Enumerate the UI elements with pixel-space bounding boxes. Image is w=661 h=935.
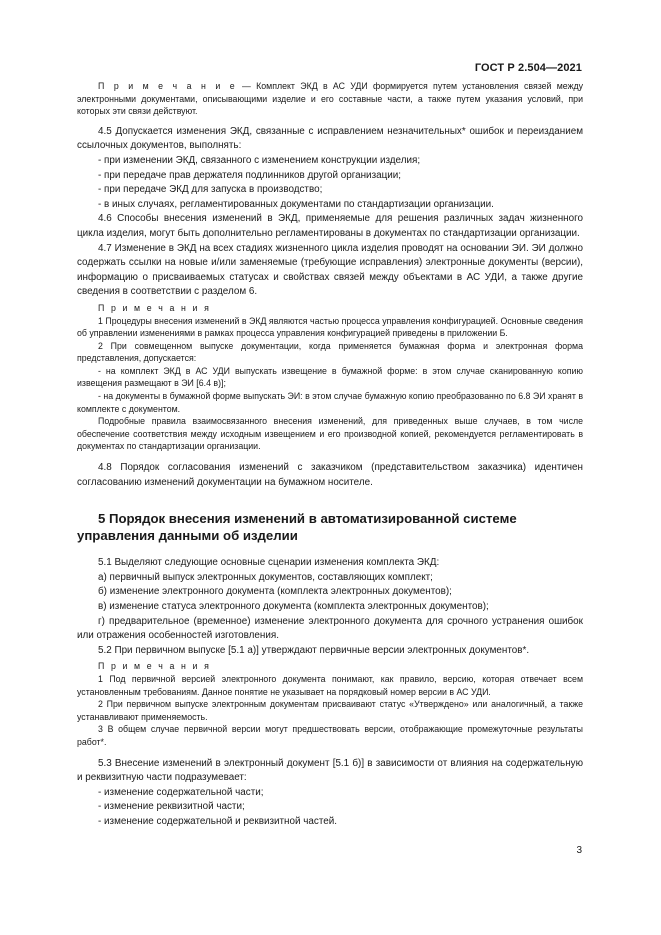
notes-label: П р и м е ч а н и я — [98, 302, 211, 313]
note-item: 1 Процедуры внесения изменений в ЭКД являются частью процесса управления конфигурацией. Основные сведения об управлении изменениями в рамках процесса управления конфигурацией приведены в приложении Б. — [77, 315, 583, 339]
list-item: в) изменение статуса электронного документа (комплекта электронных документов); — [98, 601, 489, 612]
list-item: - изменение содержательной части; — [98, 786, 264, 798]
list-item: а) первичный выпуск электронных документов, составляющих комплект; — [98, 571, 433, 583]
paragraph-5-3: 5.3 Внесение изменений в электронный документ [5.1 б)] в зависимости от влияния на содержательную и реквизитную части подразумевает: — [77, 757, 583, 784]
note-label: П р и м е ч а н и е — [98, 81, 237, 91]
list-item: б) изменение электронного документа (комплекта электронных документов); — [98, 586, 452, 598]
note-item: Подробные правила взаимосвязанного внесения изменений, для приведенных выше случаев, в том числе обеспечение соответствия между исходным извещением и его производной копией, рекомендуется регламентировать в документах по стандартизации организации. — [77, 416, 583, 452]
paragraph-4-7: 4.7 Изменение в ЭКД на всех стадиях жизненного цикла изделия проводят на основании ЭИ. ЭИ должно содержать ссылки на новые и/или заменяемые (требующие исправления) электронные документы (версии), информацию о присваиваемых статусах и свойствах связей между объектами в АС УДИ, а также другие сведения в соответствии с разделом 6. — [77, 242, 583, 298]
note-item: - на документы в бумажной форме выпускать ЭИ: в этом случае бумажную копию преобразованно по 6.8 ЭИ хранят в комплекте с документом. — [77, 391, 583, 414]
page-content — [77, 80, 583, 830]
note-text: — Комплект ЭКД в АС УДИ формируется путем установления связей между электронными документами, описывающими изделие и его составные части, а также путем указания условий, при которых эти связи действуют. — [77, 81, 584, 117]
paragraph-5-2: 5.2 При первичном выпуске [5.1 а)] утверждают первичные версии электронных документов*. — [98, 644, 530, 656]
list-item: - в иных случаях, регламентированных документами по стандартизации организации. — [98, 198, 494, 210]
note-top — [77, 80, 583, 118]
section-title: 5 Порядок внесения изменений в автоматизированной системе — [98, 511, 517, 527]
standard-designation: ГОСТ Р 2.504—2021 — [474, 62, 582, 74]
paragraph-4-8: 4.8 Порядок согласования изменений с заказчиком (представительством заказчика) идентичен согласованию изменений документации на бумажном носителе. — [77, 462, 583, 488]
paragraph-4-5: 4.5 Допускается изменения ЭКД, связанные с исправлением незначительных* ошибок и переизданием ссылочных документов, выполнять: — [77, 125, 583, 152]
list-item: - изменение реквизитной части; — [98, 801, 245, 813]
note-item: - на комплект ЭКД в АС УДИ выпускать извещение в бумажной форме: в этом случае сканированную копию извещения размещают в ЭИ [6.4 в)]; — [77, 365, 583, 389]
list-item: г) предварительное (временное) изменение электронного документа для срочного устранения ошибок или отражения особенностей изготовления. — [77, 615, 583, 642]
paragraph-5-1: 5.1 Выделяют следующие основные сценарии изменения комплекта ЭКД: — [98, 557, 440, 569]
list-item: - при изменении ЭКД, связанного с изменением конструкции изделия; — [98, 154, 421, 166]
list-item: - при передаче ЭКД для запуска в производство; — [98, 184, 323, 196]
paragraph-4-6: 4.6 Способы внесения изменений в ЭКД, применяемые для решения различных задач жизненного цикла изделия, могут быть дополнительно регламентированы в документах по стандартизации организации. — [77, 213, 583, 239]
section-title-continued: управления данными об изделии — [77, 528, 298, 544]
note-item: 2 При первичном выпуске электронным документам присваивают статус «Утверждено» или аналогичный, а также устанавливают применяемость. — [77, 699, 583, 722]
note-item: 2 При совмещенном выпуске документации, когда применяется бумажная форма и электронная форма представления, допускается: — [77, 340, 583, 364]
page-number: 3 — [576, 845, 582, 856]
list-item: - при передаче прав держателя подлинников другой организации; — [98, 169, 402, 181]
note-item: 3 В общем случае первичной версии могут предшествовать версии, отображающие промежуточные результаты работ*. — [77, 724, 583, 747]
list-item: - изменение содержательной и реквизитной частей. — [98, 815, 337, 827]
note-item: 1 Под первичной версией электронного документа понимают, как правило, версию, которая отвечает всем установленным требованиям. Данное понятие не указывает на порядковый номер версии в АС УДИ. — [77, 673, 583, 697]
notes-label: П р и м е ч а н и я — [98, 661, 211, 672]
